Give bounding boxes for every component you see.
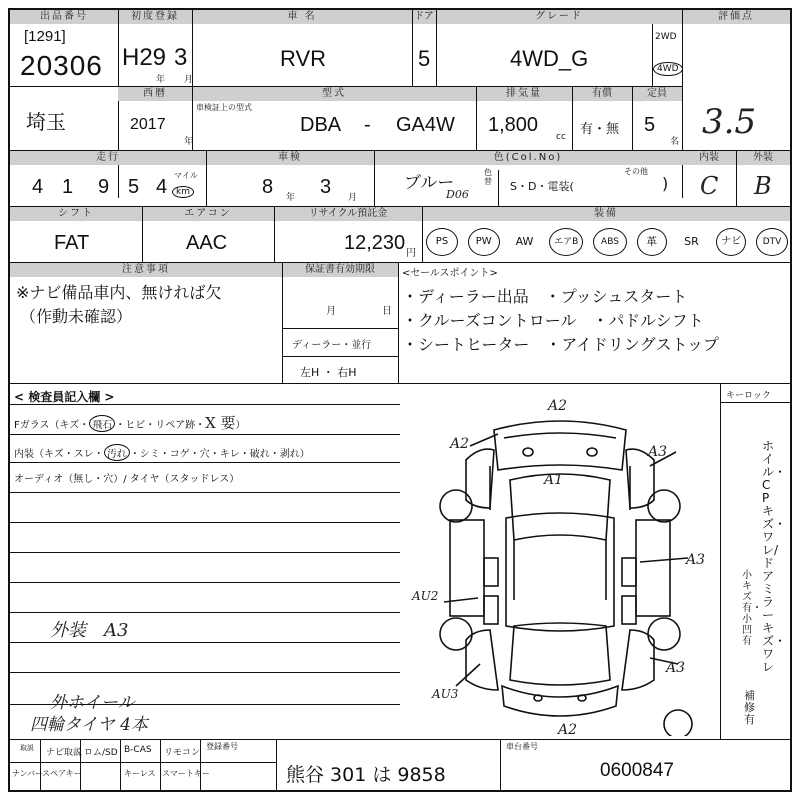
equip-leather: 革	[637, 228, 667, 256]
rear-left-wheel	[440, 618, 472, 650]
mark-a2-left: A2	[450, 436, 470, 452]
footer-label-number: ナンバー	[12, 769, 44, 778]
equip-airbag: エアB	[549, 228, 583, 256]
sales-point-1: ・ディーラー出品 ・プッシュスタート	[402, 287, 688, 306]
reg-number: 熊谷 301 は 9858	[286, 764, 446, 786]
form-dash: -	[364, 114, 371, 136]
inspection-tsuki: 月	[348, 193, 358, 203]
car-damage-diagram	[410, 390, 718, 736]
remarks-line-1: ※ナビ備品車内、無ければ欠	[16, 283, 222, 302]
footer-label-navi-manual: ナビ取説	[46, 748, 83, 758]
capacity-header: 定員	[632, 87, 682, 101]
color-header: 色(Col.No)	[374, 151, 682, 165]
mark-a2-bottom: A2	[558, 722, 578, 736]
footer-label-bcas: B-CAS	[124, 745, 152, 755]
drive-2wd: 2WD	[655, 32, 677, 42]
side-text-1: ホイル・CPキズ・ワレ/ドアミラーキズ・ワレ	[762, 439, 787, 674]
capacity-unit: 名	[670, 137, 680, 147]
recycle-header: リサイクル預託金	[274, 207, 422, 221]
warranty-dealer: ディーラー・並行	[292, 340, 372, 351]
lot-number: 20306	[20, 50, 103, 81]
roof-outline	[506, 513, 614, 631]
color-code: D06	[446, 188, 469, 201]
capacity-value: 5	[644, 114, 656, 136]
mileage-digit-4: 5	[128, 176, 140, 198]
mark-a3-right-top: A3	[648, 444, 668, 460]
footer-label-manual: 取説	[20, 744, 34, 752]
equip-sr: SR	[684, 235, 699, 248]
displacement-unit: cc	[556, 132, 566, 142]
first-reg-nen: 年	[156, 75, 166, 85]
interior-grade: C	[700, 172, 719, 200]
remarks-header: 注意事項	[10, 263, 282, 277]
mileage-digit-5: 4	[156, 176, 168, 198]
mileage-header: 走行	[10, 151, 206, 165]
reg-number-label: 登録番号	[206, 742, 238, 751]
form-code: GA4W	[396, 114, 455, 136]
fglass-close: ）	[235, 420, 246, 431]
rear-right-wheel	[648, 618, 680, 650]
mark-au3: AU3	[432, 687, 459, 701]
aircon-value: AAC	[186, 232, 228, 254]
lot-code: [1291]	[24, 28, 66, 45]
fglass-options: ・ヒビ・リペア跡・	[115, 420, 206, 431]
footer-label-spare-key: スペアキー	[42, 769, 82, 778]
front-right-wheel	[648, 490, 680, 522]
equip-aw: AW	[515, 235, 534, 248]
footer-label-rom-sd: ロム/SD	[84, 748, 118, 758]
color-options-close: )	[662, 174, 669, 193]
warranty-header: 保証書有効期限	[282, 263, 398, 277]
first-reg-tsuki: 月	[184, 75, 194, 85]
warranty-day: 日	[382, 306, 392, 317]
aircon-header: エアコン	[142, 207, 274, 221]
drive-4wd-circled: 4WD	[653, 62, 683, 76]
fglass-label: Fガラス（キズ・	[14, 420, 90, 431]
handwritten-tire-note: 四輪タイヤ 4本	[30, 715, 148, 735]
equip-dtv: DTV	[756, 228, 788, 256]
model-header: 車 名	[192, 10, 412, 24]
grade-value: 4WD_G	[510, 46, 589, 71]
inspector-line-2	[14, 444, 310, 461]
color-type-label: 色替	[484, 168, 492, 186]
inspection-nen: 年	[286, 193, 296, 203]
left-door-panel	[450, 520, 484, 616]
equip-abs: ABS	[593, 228, 627, 256]
mileage-digit-3: 9	[98, 176, 110, 198]
mark-a1: A1	[544, 472, 564, 488]
mark-a3-right-bottom: A3	[666, 660, 686, 676]
year-header: 西暦	[118, 87, 192, 101]
first-reg-era: H29	[122, 44, 167, 71]
inspector-line-3: オーディオ（無し・穴）/ タイヤ（スタッドレス）	[14, 474, 240, 485]
mileage-unit-km-circled: km	[172, 186, 194, 198]
side-text-2: 小キズ有・小凹有	[742, 570, 762, 647]
front-left-wheel	[440, 490, 472, 522]
rear-window-outline	[510, 623, 610, 685]
spare-tire	[664, 710, 692, 736]
right-door-panel	[636, 520, 670, 616]
footer-label-smart-key: スマートキー	[162, 769, 210, 778]
inspection-header: 車検	[206, 151, 374, 165]
form-note: 車検証上の型式	[196, 103, 252, 112]
auction-sheet	[8, 8, 792, 792]
prefecture: 埼玉	[26, 110, 66, 134]
equip-ps: PS	[426, 228, 458, 256]
vin-label: 車台番号	[506, 742, 538, 751]
score-value: 3.5	[702, 102, 757, 142]
mileage-digit-2: 1	[62, 176, 74, 198]
inspector-header: < 検査員記入欄 >	[14, 390, 115, 404]
inspector-line-1	[14, 412, 246, 433]
displacement-header: 排気量	[476, 87, 572, 101]
mark-au2: AU2	[412, 589, 439, 603]
first-reg-month: 3	[174, 44, 188, 71]
color-options: S・D・電装(	[510, 180, 574, 193]
warranty-month: 月	[326, 306, 336, 317]
first-reg-header: 初度登録	[118, 10, 192, 24]
interior-header: 内装	[682, 151, 736, 165]
keylock-label: キーロック	[726, 391, 771, 401]
recycle-value: 12,230	[344, 232, 406, 254]
equipment-list	[426, 226, 788, 258]
mileage-digit-1: 4	[32, 176, 44, 198]
fuel-header: 有償	[572, 87, 632, 101]
vin-number: 0600847	[600, 760, 674, 781]
score-header: 評価点	[682, 10, 790, 24]
year-nen: 年	[184, 137, 194, 147]
recycle-unit: 円	[406, 248, 416, 259]
equip-pw: PW	[468, 228, 500, 256]
inspection-year: 8	[262, 176, 274, 198]
equip-navi: ナビ	[716, 228, 746, 256]
sales-header: <セールスポイント>	[402, 268, 498, 279]
color-name: ブルー	[404, 173, 455, 193]
fuel-options: 有・無	[580, 122, 620, 137]
inspection-month: 3	[320, 176, 332, 198]
color-other-label: その他	[624, 167, 648, 176]
mileage-unit-mile: マイル	[174, 171, 198, 180]
exterior-grade: B	[754, 172, 772, 200]
interior-check-options: ・シミ・コゲ・穴・キレ・破れ・剥れ）	[129, 449, 310, 460]
grade-header: グレード	[436, 10, 682, 24]
form-header: 型式	[192, 87, 476, 101]
remarks-line-2: （作動未確認）	[20, 307, 133, 326]
shift-header: シフト	[10, 207, 142, 221]
hood-outline	[494, 421, 626, 470]
exterior-header: 外装	[736, 151, 790, 165]
handwritten-exterior-note: 外装 A3	[50, 620, 129, 641]
displacement-value: 1,800	[488, 114, 539, 136]
equipment-header: 装備	[422, 207, 790, 221]
model-name: RVR	[280, 46, 327, 71]
sales-point-2: ・クルーズコントロール ・パドルシフト	[402, 311, 704, 330]
mark-a2-top: A2	[548, 398, 568, 414]
footer-label-remote: リモコン	[164, 748, 201, 758]
interior-check-label: 内装（キズ・スレ・	[14, 449, 104, 460]
rear-bumper-outline	[502, 686, 618, 716]
interior-dirt-circled: 汚れ	[104, 444, 130, 461]
lot-header: 出品番号	[10, 10, 118, 24]
sales-point-3: ・シートヒーター ・アイドリングストップ	[402, 335, 719, 354]
fglass-needs-replace: X 要	[205, 414, 236, 432]
footer-label-keyless: キーレス	[124, 769, 156, 778]
warranty-steering: 左H ・ 右H	[300, 366, 357, 379]
handwritten-wheel-note: 外ホイール	[50, 693, 135, 713]
doors-header: ドア	[412, 10, 436, 24]
shift-value: FAT	[54, 232, 90, 254]
mark-a3-right-mid: A3	[686, 552, 706, 568]
fglass-chip-circled: 飛石	[89, 415, 115, 432]
doors-value: 5	[418, 46, 431, 71]
year-value: 2017	[130, 116, 166, 133]
form-prefix: DBA	[300, 114, 342, 136]
side-text-3: 補修有	[744, 689, 755, 726]
